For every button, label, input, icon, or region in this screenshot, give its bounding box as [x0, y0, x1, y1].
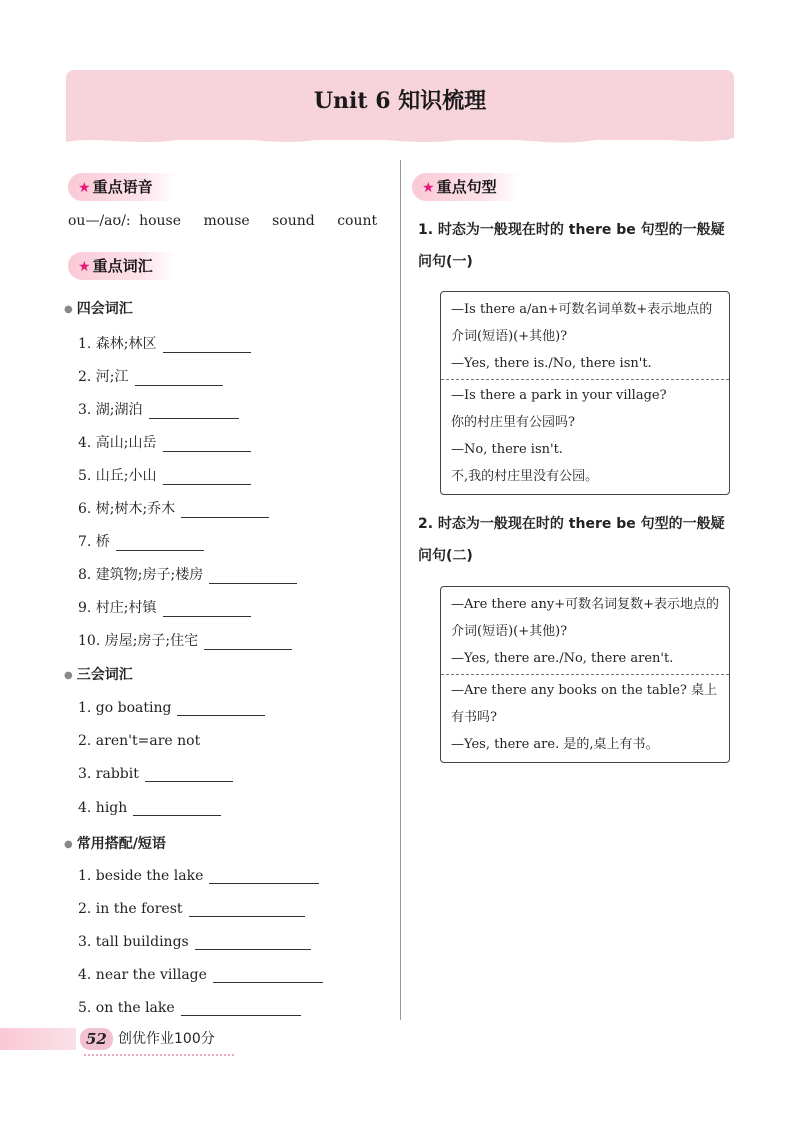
- section-tag-phonics: [68, 173, 175, 201]
- page-number: 52: [80, 1028, 113, 1050]
- question-heading: 2. 时态为一般现在时的 there be 句型的一般疑问句(二): [418, 516, 725, 564]
- vocab-item: 4. high: [78, 800, 221, 816]
- section-tag-label: 重点句型: [436, 178, 497, 196]
- footer-bar: [0, 1028, 76, 1050]
- pattern-line: —Is there a/an+可数名词单数+表示地点的介词(短语)(+其他)?: [451, 302, 713, 344]
- footer-dots: [84, 1054, 234, 1056]
- section-tag-sentences: [412, 173, 519, 201]
- star-icon: ★: [78, 259, 91, 275]
- vocab-item: 1. go boating: [78, 700, 265, 716]
- answer-blank[interactable]: [209, 869, 319, 884]
- phonics-word: count: [337, 213, 378, 229]
- example-line: —Are there any books on the table? 桌上有书吗?: [451, 683, 718, 725]
- phrase-item: 2. in the forest: [78, 901, 305, 917]
- answer-blank[interactable]: [163, 338, 251, 353]
- phrase-item: 4. near the village: [78, 967, 323, 983]
- group-title: ● 三会词汇: [64, 667, 133, 683]
- star-icon: ★: [422, 180, 435, 196]
- vocab-item: 3. rabbit: [78, 766, 233, 782]
- vocab-item: 2. 河;江: [78, 366, 223, 386]
- section-tag-label: 重点语音: [92, 178, 153, 196]
- phonics-word: house: [139, 213, 182, 229]
- book-title: 创优作业100分: [118, 1031, 215, 1047]
- phonics-sound: ou—/aʊ/:: [68, 213, 131, 229]
- vocab-item: 2. aren't=are not: [78, 733, 201, 749]
- wave-decoration: [66, 130, 734, 150]
- answer-blank[interactable]: [133, 801, 221, 816]
- answer-blank[interactable]: [213, 968, 323, 983]
- pattern-box: [440, 291, 730, 495]
- vocab-item: 3. 湖;湖泊: [78, 399, 239, 419]
- answer-blank[interactable]: [163, 437, 251, 452]
- vocab-item: 8. 建筑物;房子;楼房: [78, 564, 297, 584]
- bullet-icon: ●: [64, 669, 73, 681]
- example-line: —No, there isn't.: [451, 442, 563, 457]
- group-title: ● 四会词汇: [64, 301, 133, 317]
- phrase-item: 1. beside the lake: [78, 868, 319, 884]
- vocab-item: 10. 房屋;房子;住宅: [78, 630, 292, 650]
- example-line: —Is there a park in your village?: [451, 388, 667, 403]
- star-icon: ★: [78, 180, 91, 196]
- example-line: 不,我的村庄里没有公园。: [451, 469, 599, 484]
- phonics-word: mouse: [203, 213, 250, 229]
- vocab-item: 9. 村庄;村镇: [78, 597, 251, 617]
- answer-blank[interactable]: [149, 404, 239, 419]
- answer-blank[interactable]: [177, 701, 265, 716]
- section-tag-vocab: [68, 252, 175, 280]
- dashed-divider: [441, 674, 729, 675]
- vocab-item: 1. 森林;林区: [78, 333, 251, 353]
- answer-blank[interactable]: [181, 1001, 301, 1016]
- vocab-item: 4. 高山;山岳: [78, 432, 251, 452]
- page-title: Unit 6 知识梳理: [313, 88, 487, 114]
- answer-blank[interactable]: [163, 470, 251, 485]
- answer-blank[interactable]: [189, 902, 305, 917]
- answer-blank[interactable]: [116, 536, 204, 551]
- answer-blank[interactable]: [209, 569, 297, 584]
- phonics-word: sound: [272, 213, 315, 229]
- phrase-item: 3. tall buildings: [78, 934, 311, 950]
- group-title: ● 常用搭配/短语: [64, 836, 166, 852]
- section-tag-label: 重点词汇: [92, 257, 153, 275]
- answer-blank[interactable]: [181, 503, 269, 518]
- vocab-item: 6. 树;树木;乔木: [78, 498, 269, 518]
- pattern-line: —Are there any+可数名词复数+表示地点的介词(短语)(+其他)?: [451, 597, 720, 639]
- pattern-box: [440, 586, 730, 763]
- pattern-line: —Yes, there are./No, there aren't.: [451, 651, 674, 666]
- dashed-divider: [441, 379, 729, 380]
- answer-blank[interactable]: [135, 371, 223, 386]
- answer-blank[interactable]: [204, 635, 292, 650]
- bullet-icon: ●: [64, 303, 73, 315]
- answer-blank[interactable]: [163, 602, 251, 617]
- phonics-line: [68, 213, 395, 229]
- example-line: 你的村庄里有公园吗?: [451, 415, 575, 430]
- vocab-item: 5. 山丘;小山: [78, 465, 251, 485]
- phrase-item: 5. on the lake: [78, 1000, 301, 1016]
- column-divider: [400, 160, 401, 1020]
- vocab-item: 7. 桥: [78, 531, 204, 551]
- bullet-icon: ●: [64, 838, 73, 850]
- answer-blank[interactable]: [195, 935, 311, 950]
- answer-blank[interactable]: [145, 767, 233, 782]
- example-line: —Yes, there are. 是的,桌上有书。: [451, 737, 659, 752]
- question-heading: 1. 时态为一般现在时的 there be 句型的一般疑问句(一): [418, 222, 725, 270]
- pattern-line: —Yes, there is./No, there isn't.: [451, 356, 652, 371]
